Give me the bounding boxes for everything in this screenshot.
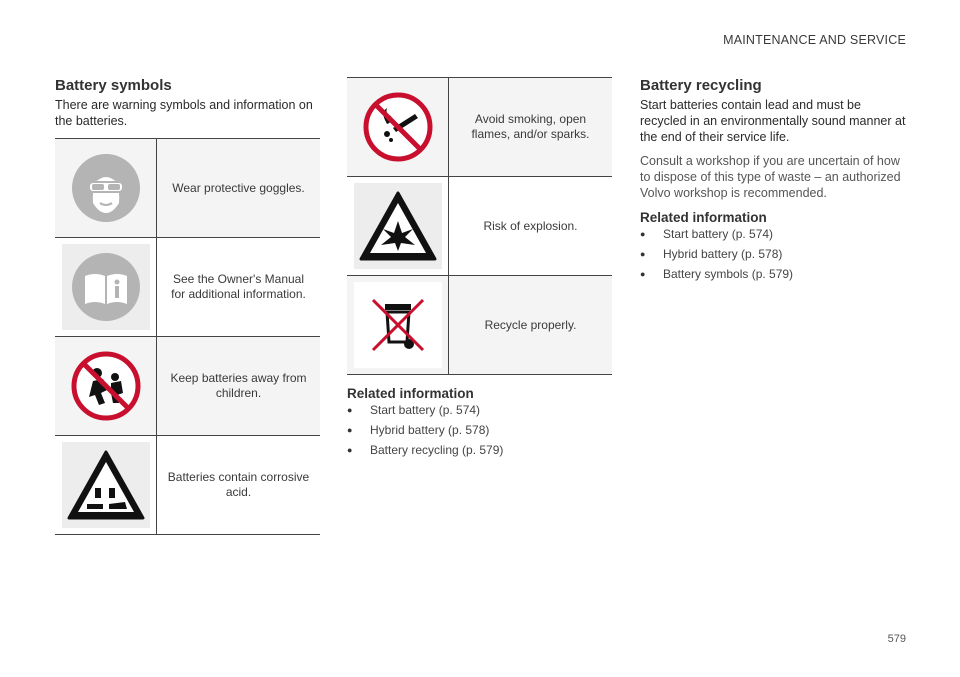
related-link[interactable]: ● Start battery (p. 574) xyxy=(347,403,481,417)
symbol-text: See the Owner's Manual for additional information. xyxy=(157,238,320,336)
corrosive-icon xyxy=(65,448,147,522)
symbol-row xyxy=(55,139,320,238)
related-link[interactable]: ● Hybrid battery (p. 578) xyxy=(640,247,783,261)
related-link[interactable]: ● Hybrid battery (p. 578) xyxy=(347,423,490,437)
symbol-table-right xyxy=(347,77,612,375)
symbol-table-left xyxy=(55,138,320,535)
related-link[interactable]: ● Battery symbols (p. 579) xyxy=(640,267,794,281)
battery-recycling-para2: Consult a workshop if you are uncertain of how to dispose of this type of waste – an authorized Volvo workshop is recommended. xyxy=(640,154,901,200)
related-links-list xyxy=(347,400,617,460)
page-number: 579 xyxy=(887,633,906,645)
page-header: MAINTENANCE AND SERVICE xyxy=(723,33,906,47)
symbol-text: Risk of explosion. xyxy=(449,177,612,275)
goggles-icon xyxy=(71,153,141,223)
battery-symbols-title: Battery symbols xyxy=(55,77,172,94)
symbol-row xyxy=(347,78,612,177)
symbol-row xyxy=(347,276,612,375)
no-smoking-icon xyxy=(363,92,433,162)
related-link[interactable]: ● Battery recycling (p. 579) xyxy=(347,443,504,457)
battery-recycling-title: Battery recycling xyxy=(640,77,762,94)
related-link[interactable]: ● Start battery (p. 574) xyxy=(640,227,774,241)
related-information-title: Related information xyxy=(347,386,474,401)
symbol-row xyxy=(55,337,320,436)
recycle-bin-icon xyxy=(363,290,433,360)
related-links-list xyxy=(640,224,910,284)
battery-recycling-para1: Start batteries contain lead and must be recycled in an environmentally sound manner at the end of their service life. xyxy=(640,98,906,144)
explosion-icon xyxy=(357,189,439,263)
symbol-text: Keep batteries away from children. xyxy=(157,337,320,435)
symbol-row xyxy=(55,436,320,535)
symbol-text: Recycle properly. xyxy=(449,276,612,374)
symbol-text: Avoid smoking, open flames, and/or sparks. xyxy=(449,78,612,176)
symbol-text: Batteries contain corrosive acid. xyxy=(157,436,320,534)
no-children-icon xyxy=(71,351,141,421)
symbol-row xyxy=(347,177,612,276)
related-information-title: Related information xyxy=(640,210,767,225)
manual-icon xyxy=(71,252,141,322)
battery-symbols-intro: There are warning symbols and information on the batteries. xyxy=(55,98,313,128)
symbol-row xyxy=(55,238,320,337)
symbol-text: Wear protective goggles. xyxy=(157,139,320,237)
